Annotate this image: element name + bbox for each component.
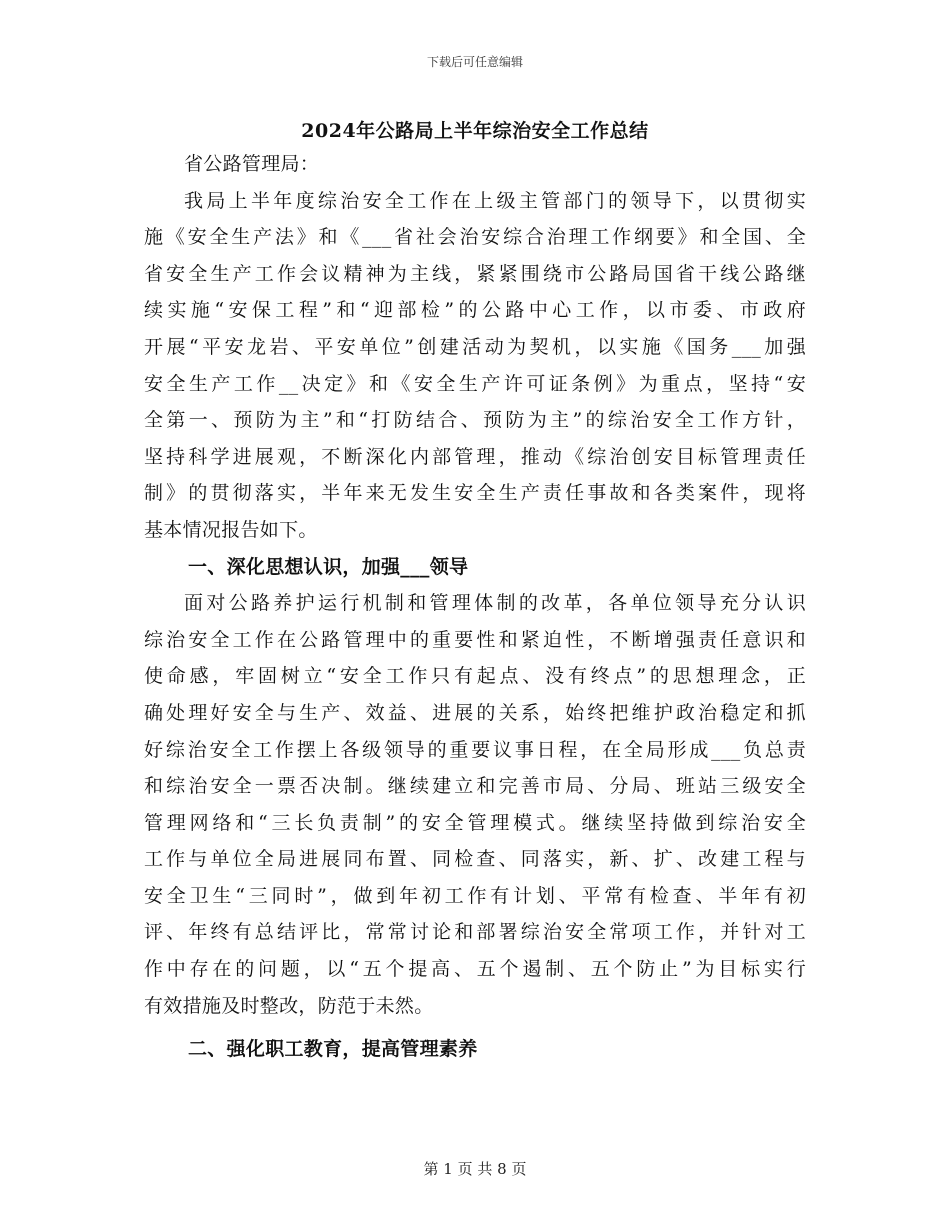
salutation: 省公路管理局： — [184, 153, 320, 175]
paragraph-line: 坚持科学进展观，不断深化内部管理，推动《综治创安目标管理责任 — [144, 445, 806, 468]
paragraph-line: 好综治安全工作摆上各级领导的重要议事日程，在全局形成___负总责 — [144, 738, 806, 761]
section-heading-1: 一、深化思想认识，加强___领导 — [188, 555, 469, 578]
paragraph-line: 面对公路养护运行机制和管理体制的改革，各单位领导充分认识 — [184, 592, 806, 615]
paragraph-line: 我局上半年度综治安全工作在上级主管部门的领导下，以贯彻实 — [184, 189, 806, 212]
paragraph-line: 续实施“安保工程”和“迎部检”的公路中心工作，以市委、市政府 — [144, 299, 806, 322]
paragraph-line: 全第一、预防为主”和“打防结合、预防为主”的综治安全工作方针， — [144, 409, 806, 432]
paragraph-line: 使命感，牢固树立“安全工作只有起点、没有终点”的思想理念，正 — [144, 665, 806, 688]
paragraph-line: 安全生产工作__决定》和《安全生产许可证条例》为重点，坚持“安 — [144, 372, 806, 395]
paragraph-line: 省安全生产工作会议精神为主线，紧紧围绕市公路局国省干线公路继 — [144, 262, 806, 285]
paragraph-line: 基本情况报告如下。 — [144, 518, 318, 541]
paragraph-line: 施《安全生产法》和《___省社会治安综合治理工作纲要》和全国、全 — [144, 226, 806, 249]
paragraph-line: 安全卫生“三同时”，做到年初工作有计划、平常有检查、半年有初 — [144, 884, 806, 907]
paragraph-line: 制》的贯彻落实，半年来无发生安全生产责任事故和各类案件，现将 — [144, 482, 806, 505]
paragraph-line: 作中存在的问题，以“五个提高、五个遏制、五个防止”为目标实行 — [144, 958, 806, 981]
page-footer: 第 1 页 共 8 页 — [423, 1160, 527, 1178]
document-title: 2024年公路局上半年综治安全工作总结 — [301, 120, 649, 142]
paragraph-line: 管理网络和“三长负责制”的安全管理模式。继续坚持做到综治安全 — [144, 811, 806, 834]
paragraph-line: 开展“平安龙岩、平安单位”创建活动为契机，以实施《国务___加强 — [144, 335, 806, 358]
paragraph-line: 工作与单位全局进展同布置、同检查、同落实，新、扩、改建工程与 — [144, 848, 806, 871]
paragraph-line: 和综治安全一票否决制。继续建立和完善市局、分局、班站三级安全 — [144, 775, 806, 798]
document-body — [144, 146, 806, 1068]
paragraph-line: 评、年终有总结评比，常常讨论和部署综治安全常项工作，并针对工 — [144, 921, 806, 944]
paragraph-line: 有效措施及时整改，防范于未然。 — [144, 994, 434, 1017]
paragraph-line: 综治安全工作在公路管理中的重要性和紧迫性，不断增强责任意识和 — [144, 628, 806, 651]
section-heading-2: 二、强化职工教育，提高管理素养 — [188, 1038, 478, 1061]
paragraph-line: 确处理好安全与生产、效益、进展的关系，始终把维护政治稳定和抓 — [144, 701, 806, 724]
header-note: 下载后可任意编辑 — [426, 55, 523, 69]
